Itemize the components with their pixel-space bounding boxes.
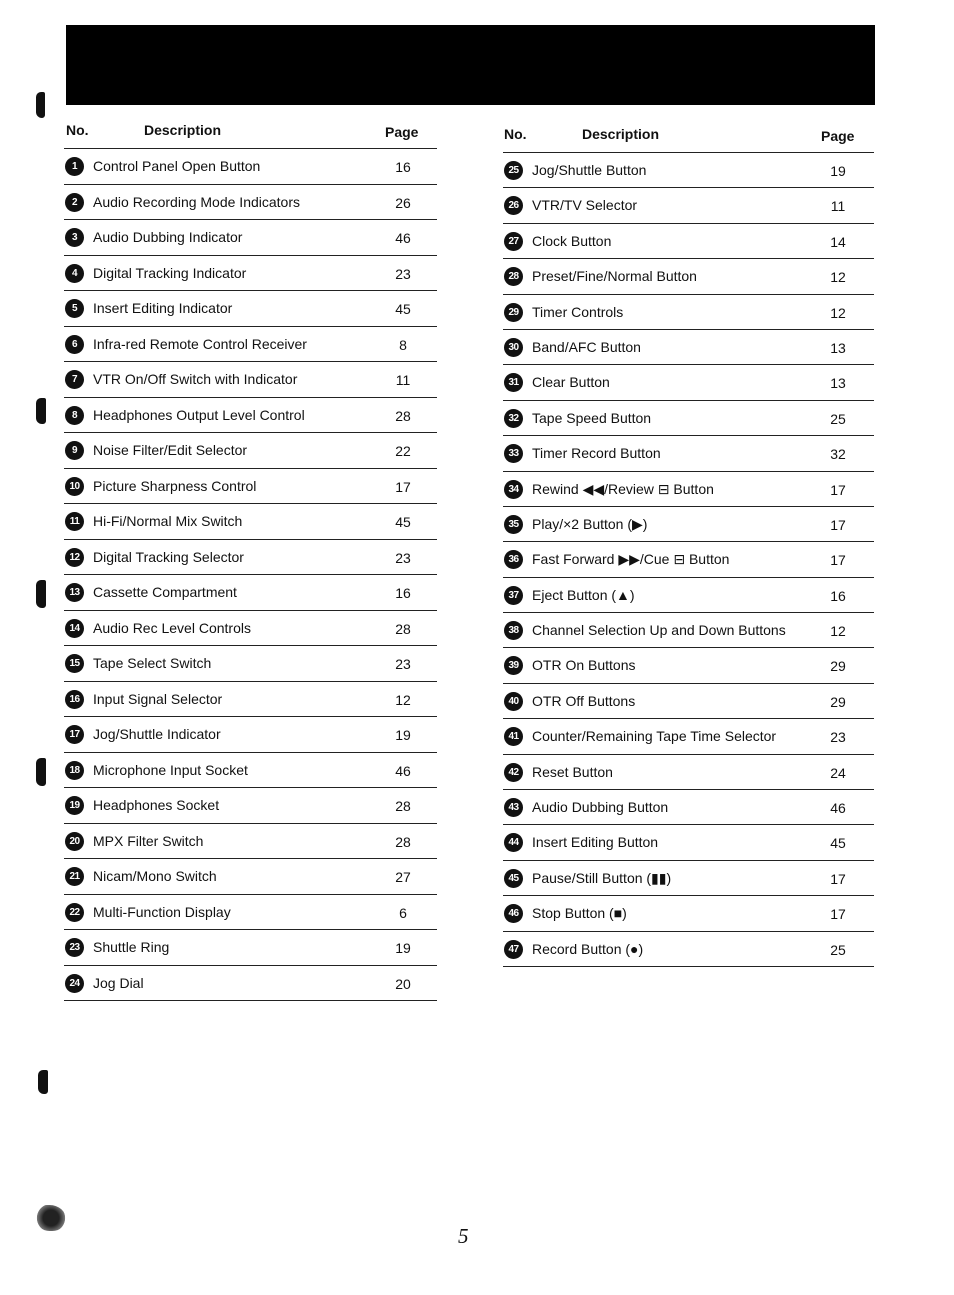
item-page: 29 (830, 693, 846, 710)
table-row (503, 755, 874, 790)
item-page: 17 (830, 481, 846, 498)
header-no: No. (66, 122, 89, 138)
item-page: 28 (395, 620, 411, 637)
table-row (64, 433, 437, 469)
scan-mark (38, 1070, 48, 1094)
item-description: VTR/TV Selector (532, 197, 638, 214)
item-description: Nicam/Mono Switch (93, 868, 217, 884)
table-row (64, 824, 437, 860)
item-description: Shuttle Ring (93, 939, 170, 955)
header-description: Description (144, 122, 222, 138)
item-number-badge: 32 (504, 409, 523, 428)
table-row (503, 507, 874, 542)
item-number-badge: 13 (65, 583, 84, 602)
item-page: 16 (830, 587, 846, 604)
item-description: Digital Tracking Selector (93, 548, 244, 565)
item-number-badge: 37 (504, 586, 523, 605)
item-page: 45 (395, 514, 411, 530)
table-row (503, 578, 874, 613)
item-page: 23 (395, 656, 411, 672)
table-row (503, 861, 874, 896)
item-description: Headphones Output Level Control (93, 406, 305, 423)
item-description: Record Button (●) (532, 940, 644, 957)
table-header (503, 120, 874, 153)
scan-mark (36, 580, 46, 608)
item-page: 28 (395, 407, 411, 424)
item-page: 19 (830, 163, 846, 179)
item-description: OTR On Buttons (532, 657, 636, 674)
item-description: Tape Select Switch (93, 655, 212, 671)
item-description: Hi-Fi/Normal Mix Switch (93, 513, 243, 529)
item-page: 17 (830, 552, 846, 569)
item-number-badge: 14 (65, 619, 84, 638)
item-page: 12 (830, 269, 846, 286)
item-description: Multi-Function Display (93, 903, 231, 920)
item-page: 20 (395, 975, 411, 992)
item-page: 29 (830, 658, 846, 675)
table-header (64, 116, 437, 149)
right-parts-table (503, 120, 874, 967)
item-number-badge: 9 (65, 441, 84, 460)
item-page: 8 (399, 336, 407, 353)
item-number-badge: 19 (65, 796, 84, 815)
item-description: Stop Button (■) (532, 905, 627, 922)
item-description: Timer Controls (532, 303, 624, 320)
item-number-badge: 36 (504, 550, 523, 569)
table-row (503, 684, 874, 719)
table-row (503, 825, 874, 860)
item-number-badge: 3 (65, 228, 84, 247)
item-page: 17 (830, 516, 846, 533)
table-row (503, 330, 874, 365)
table-row (64, 149, 437, 185)
item-number-badge: 21 (65, 867, 84, 886)
table-row (503, 295, 874, 330)
item-description: Reset Button (532, 763, 613, 780)
item-page: 13 (830, 339, 846, 356)
item-description: OTR Off Buttons (532, 692, 636, 709)
item-description: Jog/Shuttle Button (532, 162, 647, 178)
item-number-badge: 6 (65, 335, 84, 354)
header-description: Description (582, 126, 660, 142)
table-row (503, 259, 874, 294)
item-description: Play/×2 Button (▶) (532, 515, 648, 532)
item-number-badge: 39 (504, 656, 523, 675)
table-row (64, 682, 437, 718)
table-row (64, 717, 437, 753)
item-page: 19 (395, 940, 411, 956)
item-page: 27 (395, 869, 411, 885)
item-number-badge: 42 (504, 763, 523, 782)
item-page: 28 (395, 833, 411, 850)
item-page: 25 (830, 941, 846, 958)
table-row (64, 362, 437, 398)
item-number-badge: 17 (65, 725, 84, 744)
table-row (64, 469, 437, 505)
item-page: 23 (395, 549, 411, 566)
item-number-badge: 46 (504, 904, 523, 923)
item-description: Clock Button (532, 232, 612, 249)
table-row (64, 327, 437, 363)
header-page: Page (821, 128, 855, 144)
item-page: 28 (395, 798, 411, 814)
item-page: 45 (830, 835, 846, 852)
item-description: Microphone Input Socket (93, 761, 248, 778)
item-description: Clear Button (532, 374, 610, 391)
item-page: 45 (395, 301, 411, 317)
item-number-badge: 7 (65, 370, 84, 389)
item-number-badge: 45 (504, 869, 523, 888)
scan-mark (36, 92, 45, 118)
header-no: No. (504, 126, 527, 142)
table-row (503, 472, 874, 507)
item-page: 19 (395, 727, 411, 743)
item-number-badge: 29 (504, 303, 523, 322)
table-row (503, 790, 874, 825)
item-number-badge: 16 (65, 690, 84, 709)
header-banner (66, 25, 875, 105)
table-row (503, 896, 874, 931)
table-row (503, 719, 874, 754)
item-number-badge: 22 (65, 903, 84, 922)
item-page: 25 (830, 410, 846, 427)
item-page: 11 (395, 372, 411, 388)
item-page: 23 (830, 729, 846, 746)
item-page: 16 (395, 585, 411, 601)
table-row (64, 256, 437, 292)
table-row (503, 932, 874, 967)
scan-mark (36, 758, 46, 786)
item-description: Rewind ◀◀/Review ⊟ Button (532, 480, 714, 497)
table-row (64, 895, 437, 931)
item-description: Cassette Compartment (93, 584, 237, 600)
item-number-badge: 2 (65, 193, 84, 212)
item-description: Insert Editing Indicator (93, 300, 233, 316)
item-number-badge: 34 (504, 480, 523, 499)
item-number-badge: 24 (65, 974, 84, 993)
item-number-badge: 27 (504, 232, 523, 251)
item-description: Picture Sharpness Control (93, 477, 257, 494)
item-page: 32 (830, 446, 846, 463)
table-row (64, 611, 437, 647)
table-row (503, 436, 874, 471)
table-row (64, 504, 437, 540)
item-description: Insert Editing Button (532, 834, 659, 851)
table-row (503, 188, 874, 223)
left-rows (64, 149, 437, 1001)
item-page: 46 (395, 230, 411, 246)
item-description: Infra-red Remote Control Receiver (93, 335, 307, 352)
item-page: 17 (830, 906, 846, 923)
item-number-badge: 30 (504, 338, 523, 357)
item-description: Headphones Socket (93, 797, 220, 813)
item-page: 12 (830, 623, 846, 640)
item-page: 46 (395, 762, 411, 779)
table-row (503, 365, 874, 400)
left-parts-table (64, 116, 437, 1001)
item-description: Noise Filter/Edit Selector (93, 442, 248, 458)
item-description: VTR On/Off Switch with Indicator (93, 371, 298, 387)
item-page: 12 (395, 691, 411, 708)
table-row (64, 291, 437, 327)
item-number-badge: 31 (504, 373, 523, 392)
item-number-badge: 41 (504, 727, 523, 746)
item-description: Audio Rec Level Controls (93, 619, 251, 636)
item-page: 17 (830, 870, 846, 887)
item-number-badge: 10 (65, 477, 84, 496)
item-page: 12 (830, 304, 846, 321)
item-number-badge: 18 (65, 761, 84, 780)
item-page: 16 (395, 159, 411, 175)
item-page: 6 (399, 904, 407, 921)
item-number-badge: 35 (504, 515, 523, 534)
table-row (64, 788, 437, 824)
item-description: Fast Forward ▶▶/Cue ⊟ Button (532, 551, 730, 568)
item-number-badge: 43 (504, 798, 523, 817)
item-number-badge: 1 (65, 157, 84, 176)
item-number-badge: 26 (504, 196, 523, 215)
item-page: 26 (395, 194, 411, 211)
table-row (503, 153, 874, 188)
scan-mark (36, 398, 46, 424)
item-page: 46 (830, 800, 846, 817)
item-page: 11 (830, 198, 846, 215)
item-number-badge: 44 (504, 833, 523, 852)
table-row (64, 540, 437, 576)
item-description: Jog Dial (93, 974, 144, 991)
item-page: 17 (395, 478, 411, 495)
item-number-badge: 20 (65, 832, 84, 851)
item-description: Jog/Shuttle Indicator (93, 726, 221, 742)
table-row (503, 613, 874, 648)
table-row (503, 542, 874, 577)
item-number-badge: 11 (65, 512, 84, 531)
item-number-badge: 5 (65, 299, 84, 318)
item-page: 23 (395, 265, 411, 282)
item-description: Eject Button (▲) (532, 586, 635, 603)
table-row (64, 646, 437, 682)
item-description: Audio Recording Mode Indicators (93, 193, 301, 210)
table-row (503, 648, 874, 683)
item-number-badge: 38 (504, 621, 523, 640)
table-row (64, 575, 437, 611)
item-description: Band/AFC Button (532, 338, 641, 355)
table-row (64, 398, 437, 434)
item-description: MPX Filter Switch (93, 832, 204, 849)
table-row (503, 401, 874, 436)
item-number-badge: 23 (65, 938, 84, 957)
item-description: Timer Record Button (532, 445, 661, 462)
item-number-badge: 25 (504, 161, 523, 180)
item-description: Tape Speed Button (532, 409, 652, 426)
item-number-badge: 40 (504, 692, 523, 711)
item-number-badge: 47 (504, 940, 523, 959)
table-row (503, 224, 874, 259)
table-row (64, 859, 437, 895)
item-page: 14 (830, 233, 846, 250)
right-rows (503, 153, 874, 967)
item-page: 24 (830, 764, 846, 781)
item-page: 22 (395, 443, 411, 459)
item-description: Digital Tracking Indicator (93, 264, 247, 281)
table-row (64, 220, 437, 256)
item-description: Control Panel Open Button (93, 158, 261, 174)
header-page: Page (385, 124, 419, 140)
item-description: Audio Dubbing Button (532, 799, 669, 816)
table-row (64, 185, 437, 221)
item-description: Preset/Fine/Normal Button (532, 268, 697, 285)
item-number-badge: 33 (504, 444, 523, 463)
table-row (64, 966, 437, 1002)
item-number-badge: 8 (65, 406, 84, 425)
item-description: Counter/Remaining Tape Time Selector (532, 728, 777, 745)
item-number-badge: 28 (504, 267, 523, 286)
item-number-badge: 15 (65, 654, 84, 673)
item-description: Input Signal Selector (93, 690, 223, 707)
scan-mark (36, 1205, 66, 1231)
item-number-badge: 12 (65, 548, 84, 567)
item-page: 13 (830, 375, 846, 392)
table-row (64, 930, 437, 966)
item-description: Pause/Still Button (▮▮) (532, 869, 672, 886)
item-description: Audio Dubbing Indicator (93, 229, 243, 245)
table-row (64, 753, 437, 789)
page-number: 5 (458, 1224, 469, 1248)
item-number-badge: 4 (65, 264, 84, 283)
item-description: Channel Selection Up and Down Buttons (532, 622, 786, 639)
